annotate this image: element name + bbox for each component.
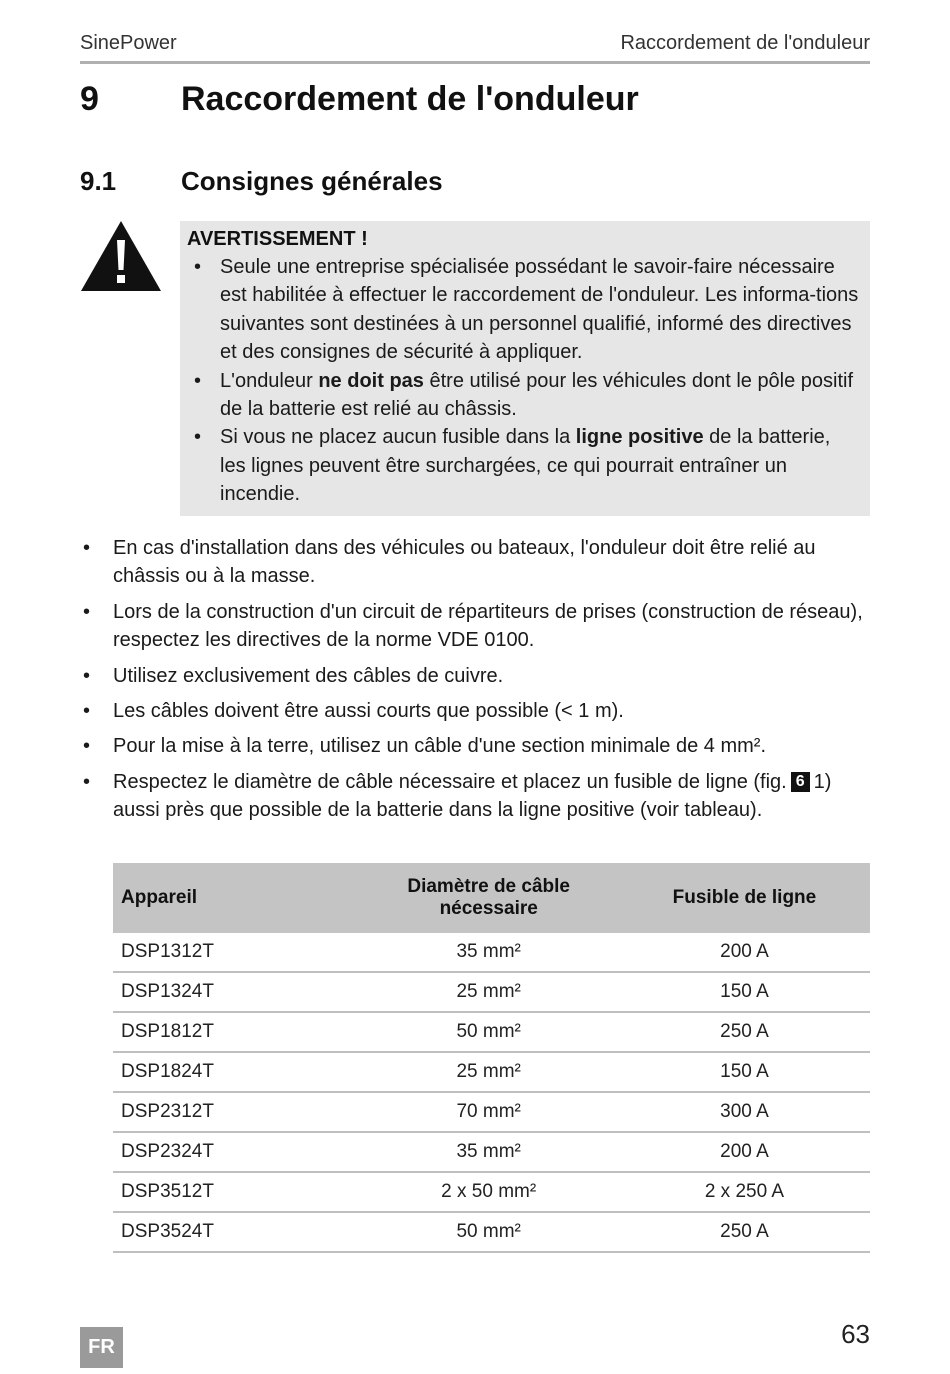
table-row [113, 1052, 870, 1092]
warning-title: AVERTISSEMENT ! [187, 228, 368, 250]
header-chapter-title: Raccordement de l'onduleur [620, 32, 870, 54]
table-header-row [113, 863, 870, 933]
warning-item: • Si vous ne placez aucun fusible dans la ligne positive de la batterie, les lignes peuvent être surchargées, ce qui pourrait entraîner un incendie. [187, 423, 860, 508]
list-item: • Pour la mise à la terre, utilisez un câble d'une section minimale de 4 mm². [80, 732, 875, 760]
table-cell: 25 mm² [358, 1052, 618, 1092]
table-cell: 2 x 50 mm² [358, 1172, 618, 1212]
table-cell: DSP1312T [113, 933, 358, 972]
table-cell: 50 mm² [358, 1212, 618, 1252]
table-cell: DSP1324T [113, 972, 358, 1012]
table-cell: 150 A [619, 972, 870, 1012]
list-item: • En cas d'installation dans des véhicules ou bateaux, l'onduleur doit être relié au châssis ou à la masse. [80, 534, 875, 591]
table-cell: 35 mm² [358, 1132, 618, 1172]
table-row [113, 933, 870, 972]
table-cell: DSP2312T [113, 1092, 358, 1132]
warning-triangle-icon [80, 220, 162, 292]
column-header: Diamètre de câble nécessaire [358, 863, 618, 933]
header-product-name: SinePower [80, 32, 177, 54]
language-badge: FR [80, 1327, 123, 1368]
list-item: • Utilisez exclusivement des câbles de cuivre. [80, 662, 875, 690]
table-row [113, 1092, 870, 1132]
table-cell: DSP1824T [113, 1052, 358, 1092]
table-cell: 200 A [619, 1132, 870, 1172]
table-cell: DSP3524T [113, 1212, 358, 1252]
subsection-title: Consignes générales [181, 166, 443, 196]
list-item: • Les câbles doivent être aussi courts que possible (< 1 m). [80, 697, 875, 725]
table-row [113, 1132, 870, 1172]
table-cell: 25 mm² [358, 972, 618, 1012]
table-row [113, 972, 870, 1012]
table-cell: 150 A [619, 1052, 870, 1092]
table-cell: 300 A [619, 1092, 870, 1132]
table-row [113, 1172, 870, 1212]
warning-item: • Seule une entreprise spécialisée possédant le savoir-faire nécessaire est habilitée à effectuer le raccordement de l'onduleur. Les informa-tions suivantes sont destinées à un personnel qualifié, informé des directives et des consignes de sécurité à appliquer. [187, 253, 860, 367]
table-cell: 250 A [619, 1012, 870, 1052]
list-item: • Respectez le diamètre de câble nécessaire et placez un fusible de ligne (fig. 6 1) aussi près que possible de la batterie dans la ligne positive (voir tableau). [80, 768, 875, 825]
table-cell: 50 mm² [358, 1012, 618, 1052]
table-cell: DSP3512T [113, 1172, 358, 1212]
table-cell: 200 A [619, 933, 870, 972]
warning-box [180, 221, 870, 516]
table-cell: DSP1812T [113, 1012, 358, 1052]
subsection-number: 9.1 [80, 166, 117, 196]
figure-reference-badge: 6 [791, 772, 810, 792]
table-row [113, 1212, 870, 1252]
list-item: • Lors de la construction d'un circuit de répartiteurs de prises (construction de réseau), respectez les directives de la norme VDE 0100. [80, 598, 875, 655]
warning-item: • L'onduleur ne doit pas être utilisé pour les véhicules dont le pôle positif de la batterie est relié au châssis. [187, 367, 860, 424]
table-cell: 70 mm² [358, 1092, 618, 1132]
table-row [113, 1012, 870, 1052]
column-header: Appareil [113, 863, 358, 933]
page-number: 63 [841, 1319, 870, 1349]
table-cell: 35 mm² [358, 933, 618, 972]
table-cell: DSP2324T [113, 1132, 358, 1172]
section-title: Raccordement de l'onduleur [181, 80, 639, 118]
section-number: 9 [80, 80, 99, 118]
header-divider [80, 61, 870, 64]
table-cell: 2 x 250 A [619, 1172, 870, 1212]
instruction-list [80, 534, 875, 832]
cable-fuse-table [113, 863, 870, 1253]
column-header: Fusible de ligne [619, 863, 870, 933]
warning-list [187, 253, 860, 509]
table-cell: 250 A [619, 1212, 870, 1252]
